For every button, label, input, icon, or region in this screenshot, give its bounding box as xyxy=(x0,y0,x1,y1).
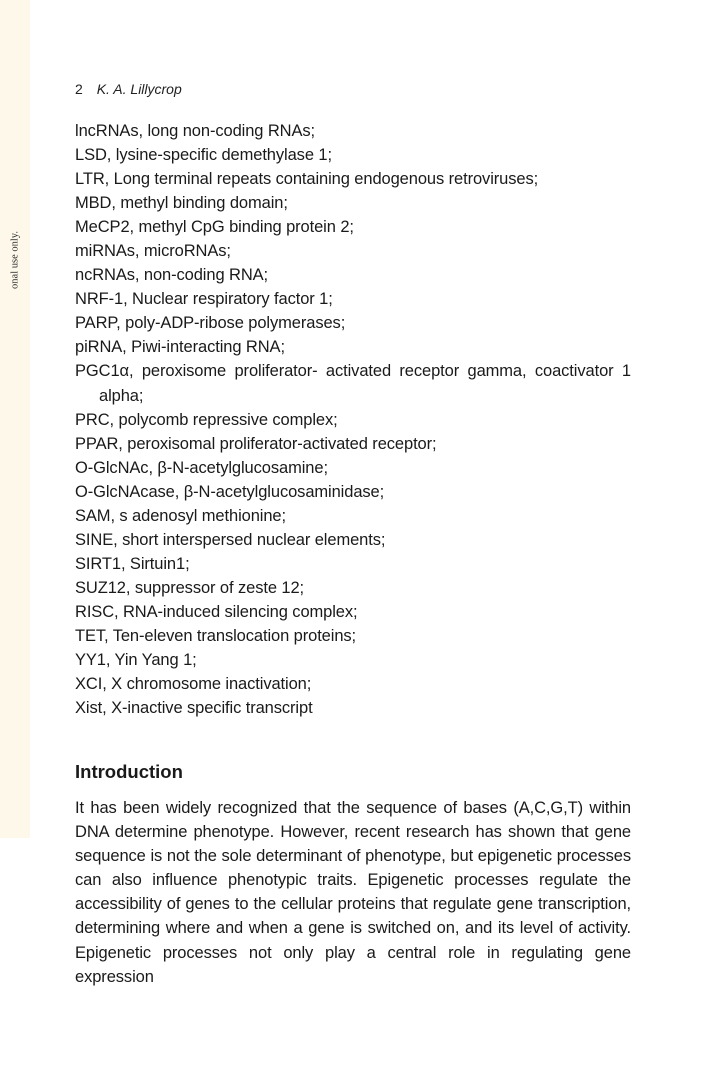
abbreviation-item: MeCP2, methyl CpG binding protein 2; xyxy=(75,218,354,237)
running-author: K. A. Lillycrop xyxy=(96,81,182,97)
abbreviation-item: O-GlcNAcase, β-N-acetylglucosaminidase; xyxy=(75,482,385,501)
abbreviation-list xyxy=(75,119,631,720)
abbreviation-item: TET, Ten-eleven translocation proteins; xyxy=(75,626,357,645)
abbreviation-item: RISC, RNA-induced silencing complex; xyxy=(75,602,358,621)
section-heading-introduction: Introduction xyxy=(75,761,183,782)
abbreviation-item: SIRT1, Sirtuin1; xyxy=(75,554,190,573)
abbreviation-item: PARP, poly-ADP-ribose polymerases; xyxy=(75,314,346,333)
abbreviation-item: piRNA, Piwi-interacting RNA; xyxy=(75,338,285,357)
watermark-text: onal use only. xyxy=(9,231,21,289)
abbreviation-item: MBD, methyl binding domain; xyxy=(75,194,288,213)
abbreviation-item: PGC1α, peroxisome proliferator- activated receptor gamma, coactivator 1 alpha; xyxy=(75,362,631,405)
abbreviation-item: LTR, Long terminal repeats containing endogenous retroviruses; xyxy=(75,170,539,189)
margin-strip xyxy=(0,0,30,838)
abbreviation-item: XCI, X chromosome inactivation; xyxy=(75,675,312,694)
abbreviation-item: SUZ12, suppressor of zeste 12; xyxy=(75,578,305,597)
abbreviation-item: O-GlcNAc, β-N-acetylglucosamine; xyxy=(75,458,328,477)
abbreviation-item: LSD, lysine-specific demethylase 1; xyxy=(75,146,332,165)
abbreviation-item: YY1, Yin Yang 1; xyxy=(75,651,197,670)
abbreviation-item: lncRNAs, long non-coding RNAs; xyxy=(75,122,316,140)
running-header xyxy=(75,80,182,98)
abbreviation-item: Xist, X-inactive specific transcript xyxy=(75,699,313,718)
abbreviation-item: PPAR, peroxisomal proliferator-activated receptor; xyxy=(75,434,437,453)
abbreviation-item: miRNAs, microRNAs; xyxy=(75,242,231,261)
abbreviation-item: SAM, s adenosyl methionine; xyxy=(75,506,286,525)
abbreviation-item: NRF-1, Nuclear respiratory factor 1; xyxy=(75,290,333,309)
introduction-paragraph: It has been widely recognized that the sequence of bases (A,C,G,T) within DNA determine phenotype. However, recent research has shown that gene sequence is not the sole determinant of phenotype, but epigenetic processes can also influence phenotypic traits. Epigenetic processes regulate the accessibility of genes to the cellular proteins that regulate gene transcription, determining where and when a gene is switched on, and its level of activity. Epigenetic processes not only play a central role in regulating gene expression xyxy=(75,799,631,986)
abbreviation-item: PRC, polycomb repressive complex; xyxy=(75,410,338,429)
abbreviation-item: ncRNAs, non-coding RNA; xyxy=(75,266,269,285)
abbreviation-item: SINE, short interspersed nuclear elements; xyxy=(75,530,386,549)
page-number: 2 xyxy=(75,81,83,97)
